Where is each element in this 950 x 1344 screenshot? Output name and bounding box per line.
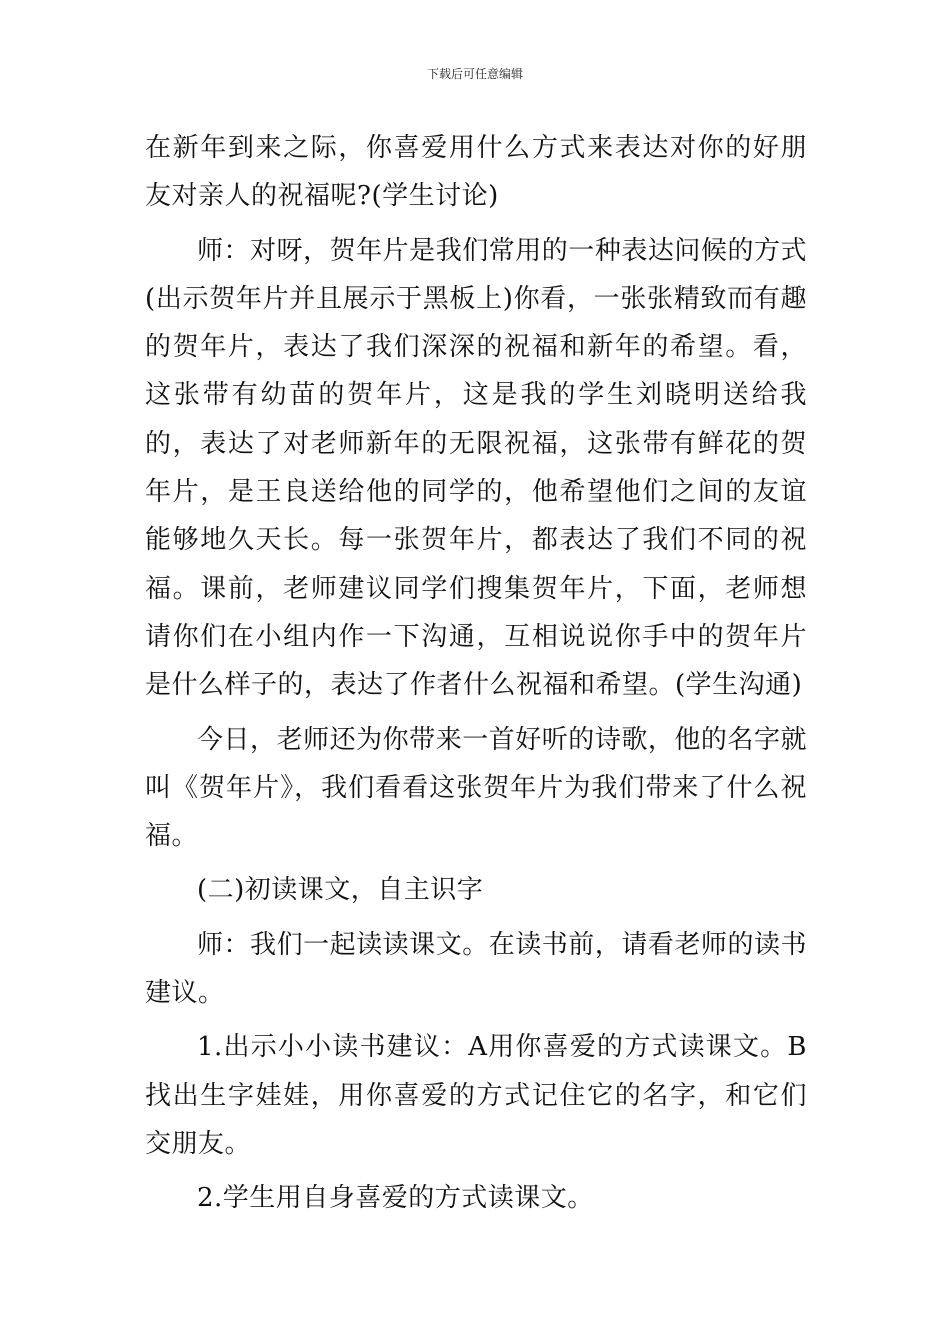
page-header: 下载后可任意编辑 (426, 67, 523, 81)
list-item-2: 2.学生用自身喜爱的方式读课文。 (197, 1183, 594, 1214)
list-item-1: 1.出示小小读书建议：A用你喜爱的方式读课文。B找出生字娃娃，用你喜爱的方式记住它的名字，和它们交朋友。 (145, 1032, 807, 1159)
paragraph-2: 师：对呀，贺年片是我们常用的一种表达问候的方式(出示贺年片并且展示于黑板上)你看，一张张精致而有趣的贺年片，表达了我们深深的祝福和新年的希望。看，这张带有幼苗的贺年片，这是我的学生刘晓明送给我的，表达了对老师新年的无限祝福，这张带有鲜花的贺年片，是王良送给他的同学的，他希望他们之间的友谊能够地久天长。每一张贺年片，都表达了我们不同的祝福。课前，老师建议同学们搜集贺年片，下面，老师想请你们在小组内作一下沟通，互相说说你手中的贺年片是什么样子的，表达了作者什么祝福和希望。(学生沟通) (145, 235, 807, 701)
document-body (145, 124, 807, 1223)
paragraph-3: 今日，老师还为你带来一首好听的诗歌，他的名字就叫《贺年片》，我们看看这张贺年片为我们带来了什么祝福。 (145, 724, 807, 852)
section-heading: (二)初读课文，自主识字 (197, 875, 484, 906)
paragraph-4: 师：我们一起读读课文。在读书前，请看老师的读书建议。 (145, 929, 807, 1009)
paragraph-1: 在新年到来之际，你喜爱用什么方式来表达对你的好朋友对亲人的祝福呢?(学生讨论) (145, 133, 807, 212)
